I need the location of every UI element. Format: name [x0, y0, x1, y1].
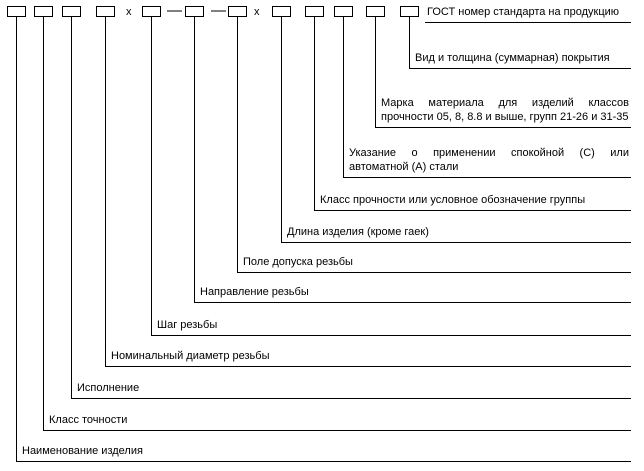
- field-box-nominal-thread-diameter: [96, 6, 115, 17]
- field-box-strength-class: [305, 6, 324, 17]
- label-rule-product-length: [281, 242, 631, 243]
- label-nominal-thread-diameter: Номинальный диаметр резьбы: [111, 350, 270, 362]
- label-thread-tolerance-field: Поле допуска резьбы: [243, 256, 353, 268]
- connector-line-nominal-thread-diameter: [105, 17, 106, 367]
- label-accuracy-class: Класс точности: [49, 414, 128, 426]
- label-rule-thread-tolerance-field: [237, 272, 631, 273]
- field-box-product-name: [7, 6, 26, 17]
- label-gost-standard-number: ГОСТ номер стандарта на продукцию: [427, 6, 620, 18]
- connector-line-steel-type-indication: [343, 17, 344, 178]
- field-box-material-grade: [366, 6, 385, 17]
- connector-line-strength-class: [314, 17, 315, 211]
- label-material-grade: Марка материала для изделий классов прочности 05, 8, 8.8 и выше, групп 21-26 и 31-35: [381, 97, 629, 123]
- label-rule-product-name: [16, 461, 631, 462]
- label-rule-nominal-thread-diameter: [105, 366, 631, 367]
- label-rule-thread-direction: [194, 302, 631, 303]
- label-thread-direction: Направление резьбы: [200, 286, 309, 298]
- dash-separator: —: [211, 2, 226, 19]
- multiply-separator: x: [126, 6, 132, 18]
- field-box-accuracy-class: [34, 6, 53, 17]
- label-rule-material-grade: [375, 127, 631, 128]
- label-rule-coating-type-thickness: [409, 68, 631, 69]
- field-box-thread-direction: [185, 6, 204, 17]
- connector-line-thread-tolerance-field: [237, 17, 238, 273]
- label-design-version: Исполнение: [77, 382, 140, 394]
- field-box-coating-type-thickness: [400, 6, 419, 17]
- field-box-thread-pitch: [142, 6, 161, 17]
- field-box-steel-type-indication: [334, 6, 353, 17]
- field-box-product-length: [272, 6, 291, 17]
- connector-line-coating-type-thickness: [409, 17, 410, 69]
- label-thread-pitch: Шаг резьбы: [157, 319, 218, 331]
- dash-separator: —: [167, 2, 182, 19]
- label-product-name: Наименование изделия: [22, 445, 143, 457]
- connector-line-design-version: [71, 17, 72, 399]
- label-rule-thread-pitch: [151, 335, 631, 336]
- label-steel-type-indication: Указание о применении спокойной (С) или автоматной (А) стали: [349, 147, 629, 173]
- multiply-separator: x: [254, 6, 260, 18]
- label-strength-class: Класс прочности или условное обозначение группы: [320, 194, 586, 206]
- connector-line-product-name: [16, 17, 17, 462]
- field-box-design-version: [62, 6, 81, 17]
- connector-line-thread-pitch: [151, 17, 152, 336]
- label-coating-type-thickness: Вид и толщина (суммарная) покрытия: [415, 52, 610, 64]
- label-rule-gost-standard-number: [425, 22, 631, 23]
- connector-line-thread-direction: [194, 17, 195, 303]
- connector-line-product-length: [281, 17, 282, 243]
- label-rule-strength-class: [314, 210, 631, 211]
- connector-line-accuracy-class: [43, 17, 44, 431]
- label-rule-design-version: [71, 398, 631, 399]
- label-rule-steel-type-indication: [343, 177, 631, 178]
- label-rule-accuracy-class: [43, 430, 631, 431]
- field-box-thread-tolerance-field: [228, 6, 247, 17]
- label-product-length: Длина изделия (кроме гаек): [287, 226, 429, 238]
- connector-line-material-grade: [375, 17, 376, 128]
